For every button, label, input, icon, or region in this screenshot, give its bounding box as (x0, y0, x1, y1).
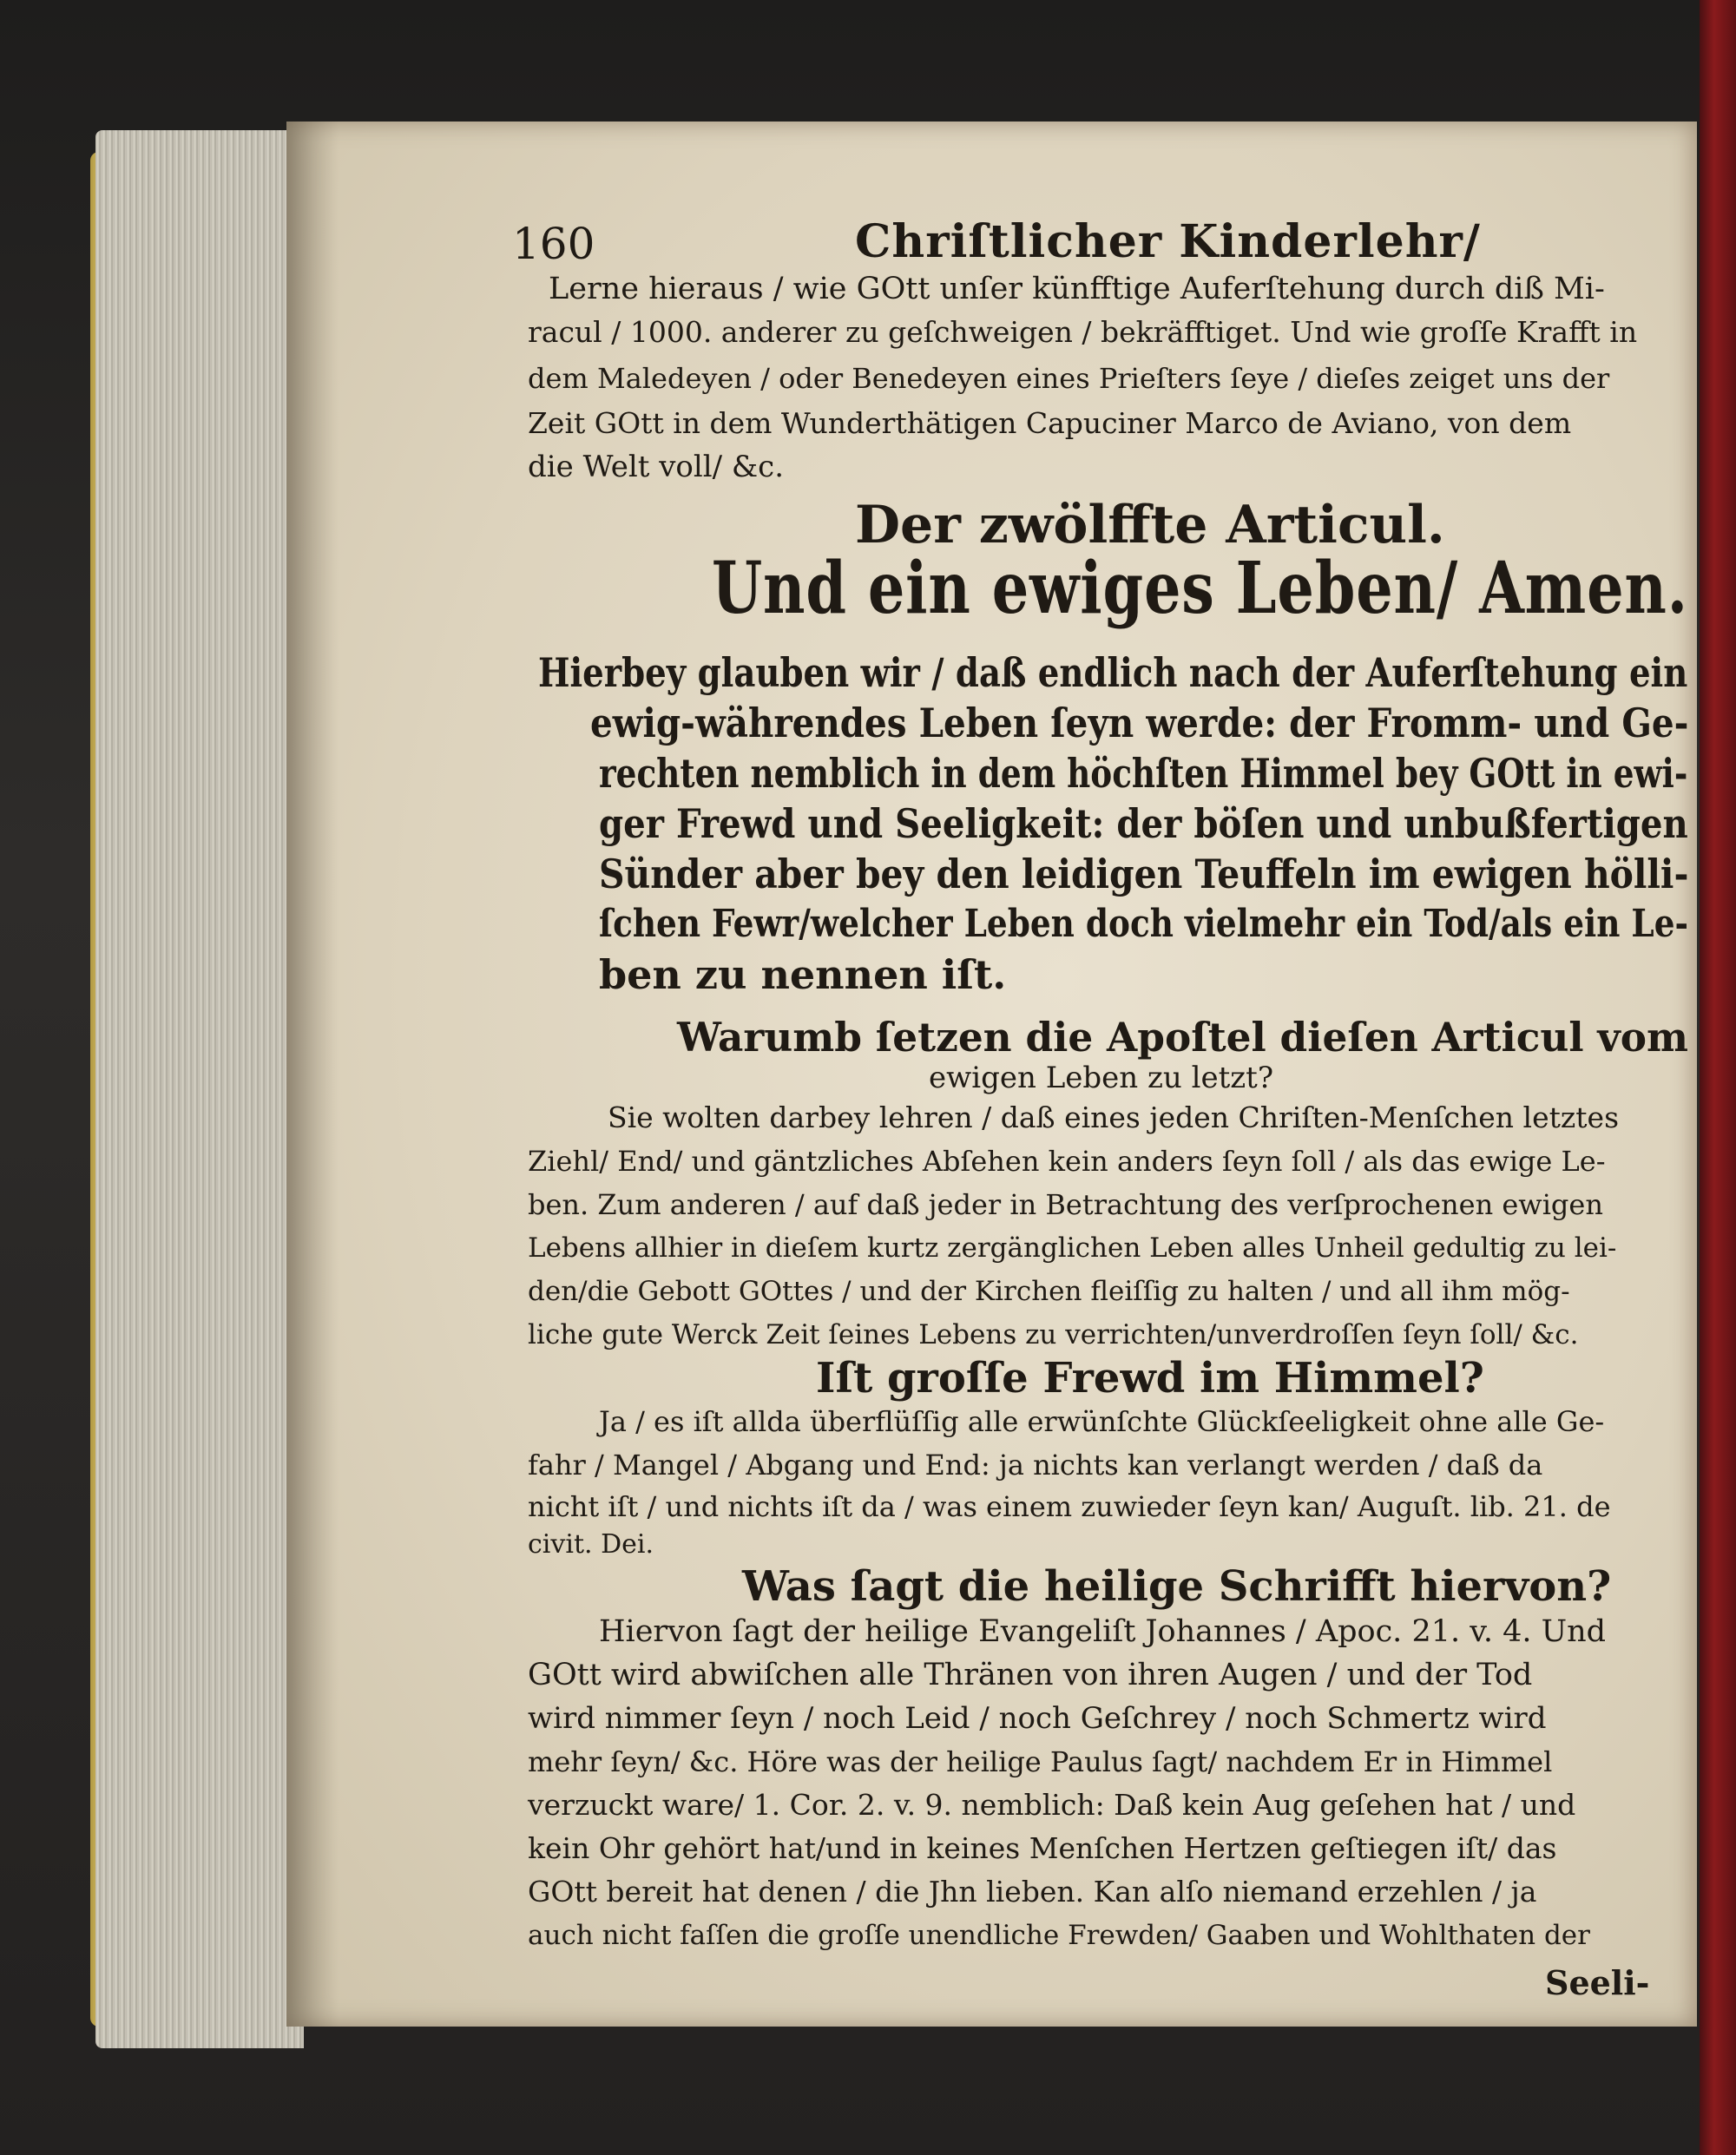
main-line: Hierbey glauben wir / daß endlich nach der Auferſtehung ein (538, 649, 1688, 696)
answer-line: civit. Dei. (528, 1529, 654, 1560)
gutter-shadow (286, 122, 339, 2027)
answer-line: Ziehl/ End/ und gäntzliches Abſehen kein anders ſeyn ſoll / als das ewige Le- (528, 1145, 1606, 1178)
answer-line: liche gute Werck Zeit ſeines Lebens zu verrichten/unverdroſſen ſeyn ſoll/ &c. (528, 1319, 1579, 1350)
question-heading-continued: ewigen Leben zu letzt? (929, 1061, 1274, 1095)
answer-line: verzuckt ware/ 1. Cor. 2. v. 9. nemblich: Daß kein Aug geſehen hat / und (528, 1788, 1576, 1822)
answer-line: kein Ohr gehört hat/und in keines Menſchen Hertzen geſtiegen iſt/ das (528, 1831, 1557, 1865)
answer-line: Lebens allhier in dieſem kurtz zergänglichen Leben alles Unheil gedultig zu lei- (528, 1232, 1617, 1264)
answer-line: den/die Gebott GOttes / und der Kirchen fleiſſig zu halten / und all ihm mög- (528, 1276, 1570, 1307)
answer-line: Ja / es iſt allda überflüſſig alle erwünſchte Glückſeeligkeit ohne alle Ge- (599, 1405, 1605, 1438)
article-subheading: Und ein ewiges Leben/ Amen. (712, 547, 1688, 630)
main-line: ewig-währendes Leben ſeyn werde: der Fromm- und Ge- (590, 700, 1689, 746)
main-line: ger Frewd und Seeligkeit: der böſen und unbußfertigen (599, 800, 1688, 847)
answer-line: fahr / Mangel / Abgang und End: ja nichts kan verlangt werden / daß da (528, 1449, 1543, 1482)
main-line: rechten nemblich in dem höchſten Himmel bey GOtt in ewi- (599, 750, 1688, 797)
intro-line: die Welt voll/ &c. (528, 450, 785, 484)
answer-line: GOtt bereit hat denen / die Jhn lieben. Kan alſo niemand erzehlen / ja (528, 1875, 1537, 1909)
answer-line: nicht iſt / und nichts iſt da / was einem zuwieder ſeyn kan/ Auguſt. lib. 21. de (528, 1490, 1611, 1523)
main-line: Sünder aber bey den leidigen Teuffeln im ewigen hölli- (599, 851, 1689, 897)
answer-line: wird nimmer ſeyn / noch Leid / noch Geſchrey / noch Schmertz wird (528, 1701, 1547, 1736)
answer-line: Hiervon ſagt der heilige Evangeliſt Johannes / Apoc. 21. v. 4. Und (599, 1614, 1607, 1649)
answer-line: ben. Zum anderen / auf daß jeder in Betrachtung des verſprochenen ewigen (528, 1188, 1603, 1221)
page-number: 160 (512, 219, 595, 269)
catchword: Seeli- (1545, 1963, 1650, 2002)
answer-line: GOtt wird abwiſchen alle Thränen von ihren Augen / und der Tod (528, 1658, 1533, 1692)
main-line: ben zu nennen iſt. (599, 951, 1007, 998)
intro-line: racul / 1000. anderer zu geſchweigen / bekräfftiget. Und wie groſſe Krafft in (528, 315, 1638, 349)
intro-line: dem Maledeyen / oder Benedeyen eines Prieſters ſeye / dieſes zeiget uns der (528, 362, 1610, 395)
question-heading: Was ſagt die heilige Schrifft hiervon? (742, 1562, 1612, 1611)
answer-line: auch nicht faſſen die groſſe unendliche Frewden/ Gaaben und Wohlthaten der (528, 1920, 1590, 1951)
main-line: ſchen Fewr/welcher Leben doch vielmehr ein Tod/als ein Le- (599, 902, 1689, 946)
red-binding-edge (1700, 0, 1736, 2155)
question-heading: Warumb ſetzen die Apoſtel dieſen Articul vom (677, 1014, 1688, 1061)
page-block-edges (95, 130, 304, 2048)
running-title: Chriſtlicher Kinderlehr/ (855, 215, 1481, 268)
question-heading: Iſt groſſe Frewd im Himmel? (816, 1354, 1484, 1403)
intro-line: Zeit GOtt in dem Wunderthätigen Capuciner Marco de Aviano, von dem (528, 406, 1572, 440)
answer-line: Sie wolten darbey lehren / daß eines jeden Chriſten-Menſchen letztes (608, 1100, 1620, 1134)
answer-line: mehr ſeyn/ &c. Höre was der heilige Paulus ſagt/ nachdem Er in Himmel (528, 1745, 1553, 1778)
intro-line: Lerne hieraus / wie GOtt unſer künfftige Auferſtehung durch diß Mi- (549, 272, 1605, 306)
article-heading: Der zwölffte Articul. (855, 495, 1445, 555)
